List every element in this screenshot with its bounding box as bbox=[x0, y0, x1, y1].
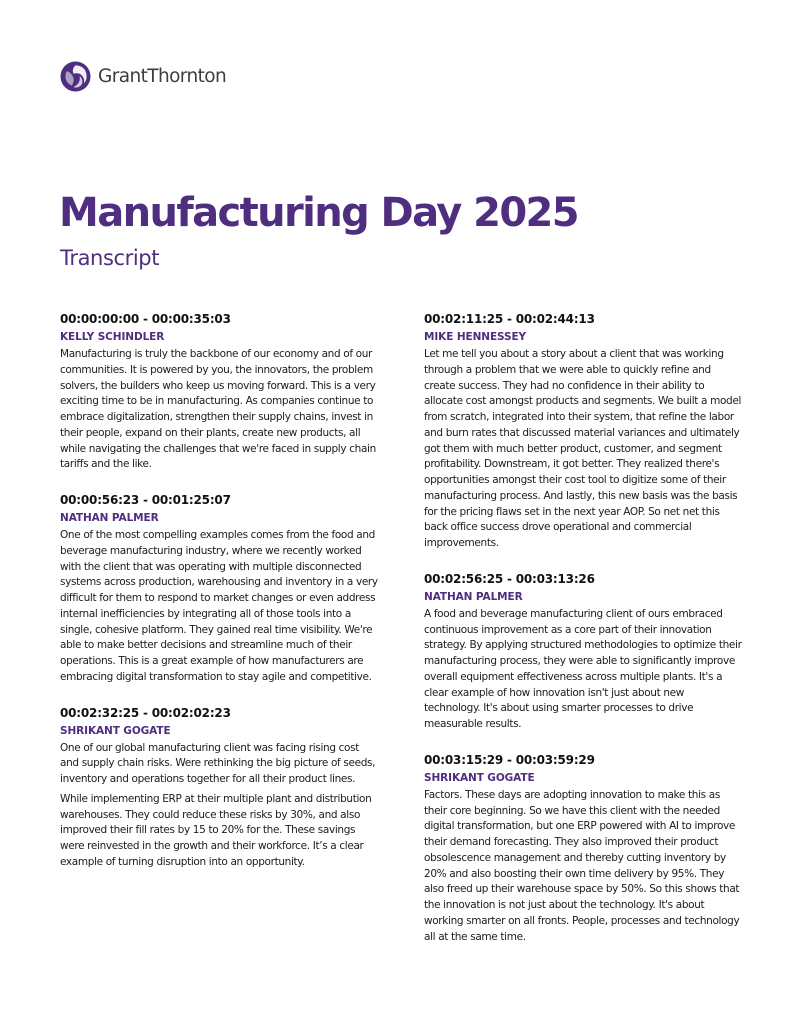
page-subtitle: Transcript bbox=[60, 246, 160, 270]
entry-timestamp: 00:02:11:25 - 00:02:44:13 bbox=[424, 312, 595, 326]
transcript-entry bbox=[60, 491, 378, 686]
entry-paragraph: A food and beverage manufacturing client of ours embraced continuous improvement as a core part of their innovation strategy. By applying structured methodologies to optimize their manufacturing process, they were able to significantly improve overall equipment effectiveness across multiple plants. It's a clear example of how innovation isn't just about new technology. It's about using smarter processes to drive measurable results. bbox=[424, 607, 742, 730]
right-column bbox=[424, 310, 742, 963]
entry-paragraph: While implementing ERP at their multiple plant and distribution warehouses. They could reduce these risks by 30%, and also improved their fill rates by 15 to 20% for the. These savings were reinvested in the growth and their workforce. It’s a clear example of turning disruption into an opportunity. bbox=[60, 792, 372, 868]
entry-paragraph: Factors. These days are adopting innovation to make this as their core beginning. So we have this client with the needed digital transformation, but one ERP powered with AI to improve their demand forecasting. They also improved their product obsolescence management and thereby cutting inventory by 20% and also boosting their own time delivery by 95%. They also freed up their warehouse space by 50%. So this shows that the innovation is not just about the technology. It's about working smarter on all fronts. People, processes and technology all at the same time. bbox=[424, 788, 740, 943]
entry-speaker: NATHAN PALMER bbox=[424, 590, 523, 603]
transcript-entry bbox=[60, 704, 378, 871]
entry-timestamp: 00:00:00:00 - 00:00:35:03 bbox=[60, 312, 231, 326]
left-column bbox=[60, 310, 378, 889]
grant-thornton-swirl-icon bbox=[60, 61, 91, 92]
page-title: Manufacturing Day 2025 bbox=[59, 190, 579, 236]
entry-paragraph: One of the most compelling examples comes from the food and beverage manufacturing industry, where we recently worked with the client that was operating with multiple disconnected systems across production, warehousing and inventory in a very difficult for them to respond to market changes or even address internal inefficiencies by integrating all of those tools into a single, cohesive platform. They gained real time visibility. We're able to make better decisions and streamline much of their operations. This is a great example of how manufacturers are embracing digital transformation to stay agile and competitive. bbox=[60, 529, 378, 683]
entry-paragraph: Manufacturing is truly the backbone of our economy and of our communities. It is powered by you, the innovators, the problem solvers, the builders who keep us moving forward. This is a very exciting time to be in manufacturing. As companies continue to embrace digitalization, strengthen their supply chains, invest in their people, expand on their plants, create new products, all while navigating the challenges that we're faced in supply chain tariffs and the like. bbox=[60, 348, 376, 471]
entry-speaker: NATHAN PALMER bbox=[60, 512, 159, 524]
transcript-entry bbox=[424, 310, 742, 552]
entry-timestamp: 00:00:56:23 - 00:01:25:07 bbox=[60, 493, 231, 507]
entry-timestamp: 00:03:15:29 - 00:03:59:29 bbox=[424, 752, 595, 767]
transcript-entry bbox=[424, 751, 742, 946]
entry-speaker: SHRIKANT GOGATE bbox=[424, 771, 535, 784]
entry-speaker: KELLY SCHINDLER bbox=[60, 331, 165, 343]
entry-timestamp: 00:02:56:25 - 00:03:13:26 bbox=[424, 571, 595, 586]
grant-thornton-logo bbox=[60, 60, 226, 92]
transcript-entry bbox=[60, 310, 378, 473]
entry-paragraph: Let me tell you about a story about a client that was working through a problem that we were able to quickly refine and create success. They had no confidence in their ability to allocate cost amongst products and segments. We built a model from scratch, integrated into their system, that refine the labor and burn rates that discussed material variances and ultimately got them with much better product, customer, and segment profitability. Downstream, it got better. They realized there's opportunities amongst their cost tool to digitize some of their manufacturing process. And lastly, this new basis was the basis for the pricing flaws set in the next year AOP. So net net this back office success drove operational and commercial improvements. bbox=[424, 348, 742, 549]
transcript-entry bbox=[424, 570, 742, 733]
logo-wordmark: GrantThornton bbox=[98, 65, 227, 87]
entry-speaker: MIKE HENNESSEY bbox=[424, 331, 527, 343]
entry-timestamp: 00:02:32:25 - 00:02:02:23 bbox=[60, 705, 231, 720]
entry-speaker: SHRIKANT GOGATE bbox=[60, 724, 171, 737]
entry-paragraph: One of our global manufacturing client was facing rising cost and supply chain risks. Were rethinking the big picture of seeds, inventory and operations together for all their product lines. bbox=[60, 741, 376, 785]
